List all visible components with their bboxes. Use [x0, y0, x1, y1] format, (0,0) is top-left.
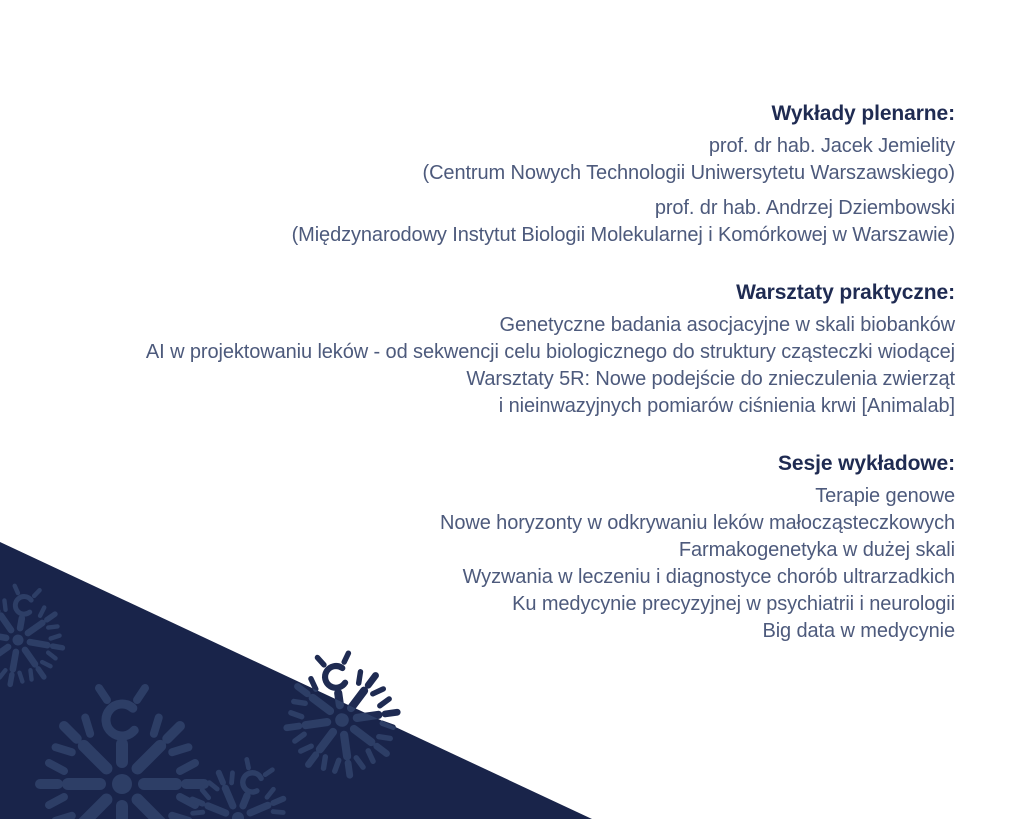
session-item: Big data w medycynie — [762, 620, 955, 642]
section-heading: Warsztaty praktyczne: — [736, 281, 955, 304]
speaker-affiliation: (Międzynarodowy Instytut Biologii Molekularnej i Komórkowej w Warszawie) — [291, 224, 955, 246]
session-item: Farmakogenetyka w dużej skali — [678, 539, 955, 561]
workshop-item: AI w projektowaniu leków - od sekwencji celu biologicznego do struktury cząsteczki wiodącej — [145, 341, 955, 363]
workshop-item-continuation: i nieinwazyjnych pomiarów ciśnienia krwi [Animalab] — [498, 395, 955, 417]
section-lecture-sessions — [0, 450, 955, 645]
speaker-entry — [0, 133, 955, 187]
workshop-item: Warsztaty 5R: Nowe podejście do znieczulenia zwierząt — [466, 368, 955, 390]
speaker-entry — [0, 195, 955, 249]
program-text — [0, 100, 955, 645]
session-item: Terapie genowe — [815, 485, 955, 507]
section-workshops — [0, 279, 955, 420]
speaker-affiliation: (Centrum Nowych Technologii Uniwersytetu Warszawskiego) — [422, 162, 955, 184]
workshop-list — [0, 312, 955, 420]
workshop-item: Genetyczne badania asocjacyjne w skali biobanków — [499, 314, 955, 336]
speaker-name: prof. dr hab. Andrzej Dziembowski — [654, 197, 955, 219]
section-heading: Wykłady plenarne: — [771, 102, 955, 125]
session-item: Wyzwania w leczeniu i diagnostyce chorób ultrarzadkich — [462, 566, 955, 588]
session-item: Nowe horyzonty w odkrywaniu leków małocząsteczkowych — [439, 512, 955, 534]
session-item: Ku medycynie precyzyjnej w psychiatrii i neurologii — [512, 593, 955, 615]
section-plenary-lectures — [0, 100, 955, 249]
session-list — [0, 483, 955, 645]
section-heading: Sesje wykładowe: — [778, 452, 955, 475]
speaker-name: prof. dr hab. Jacek Jemielity — [708, 135, 955, 157]
